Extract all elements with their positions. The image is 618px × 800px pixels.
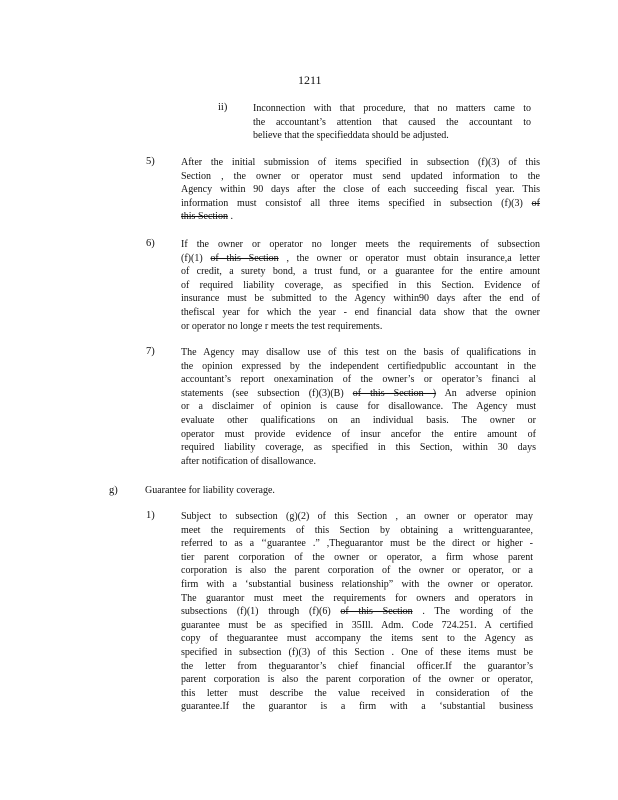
text-line: believe that the specifieddata should be adjusted. xyxy=(253,130,449,142)
page-number: 1211 xyxy=(298,73,322,87)
item-1-label: 1) xyxy=(146,510,155,521)
item-5-label: 5) xyxy=(146,156,155,167)
struck-text: of this Section xyxy=(210,252,279,264)
text-run: statements (see subsection (f)(3)(B) xyxy=(181,387,344,399)
text-line: the letter from theguarantor’s chief financial officer.If the guarantor’s xyxy=(181,660,533,672)
text-line: tier parent corporation of the owner or operator, a firm whose parent xyxy=(181,551,533,563)
item-7-text xyxy=(181,346,536,468)
struck-text: of this Section xyxy=(340,606,413,618)
text-line: Subject to subsection (g)(2) of this Section , an owner or operator may xyxy=(181,511,533,522)
struck-text: of this Section ) xyxy=(352,387,437,399)
text-run: subsections (f)(1) through (f)(6) xyxy=(181,606,331,618)
text-line: thefiscal year for which the year - end financial data show that the owner xyxy=(181,306,540,318)
text-line xyxy=(181,252,540,266)
text-line: Section , the owner or operator must send updated information to the xyxy=(181,170,540,182)
text-line: the opinion expressed by the independent certifiedpublic accountant in the xyxy=(181,360,536,372)
text-run: . The wording of the xyxy=(422,606,534,618)
text-line: copy of theguarantee must accompany the items sent to the Agency as xyxy=(181,633,533,645)
text-line: After the initial submission of items specified in subsection (f)(3) of this xyxy=(181,157,540,168)
text-line: guarantee must be as specified in 35Ill. Adm. Code 724.251. A certified xyxy=(181,619,533,631)
text-line xyxy=(181,197,540,211)
text-line: meet the requirements of this Section by obtaining a writtenguarantee, xyxy=(181,524,533,536)
text-line: this letter must describe the value received in consideration of the xyxy=(181,687,533,699)
sub-item-ii-text xyxy=(253,102,531,143)
section-g-title: Guarantee for liability coverage. xyxy=(145,485,275,496)
item-5-text xyxy=(181,156,540,224)
item-7-label: 7) xyxy=(146,346,155,357)
item-6-text xyxy=(181,238,540,333)
text-run: information must consistof all three items specified in subsection (f)(3) xyxy=(181,197,523,209)
text-run: , the owner or operator must obtain insurance,a letter xyxy=(286,252,541,264)
text-line: specified in subsection (f)(3) of this Section . One of these items must be xyxy=(181,646,533,658)
text-run: An adverse opinion xyxy=(444,387,536,399)
text-line: The Agency may disallow use of this test on the basis of qualifications in xyxy=(181,347,536,358)
item-6-label: 6) xyxy=(146,238,155,249)
text-line: accountant’s report onexamination of the owner’s or operator’s financi al xyxy=(181,374,536,386)
text-line xyxy=(181,210,540,224)
text-line: corporation is also the parent corporation of the owner or operator, or a xyxy=(181,565,533,577)
text-line: guarantee.If the guarantor is a firm with a ‘substantial business xyxy=(181,701,533,713)
item-1-text xyxy=(181,510,533,714)
text-line: or operator no longe r meets the test requirements. xyxy=(181,320,383,332)
text-line: evaluate other qualifications on an individual basis. The owner or xyxy=(181,414,536,426)
text-run: . xyxy=(230,211,233,223)
text-line: firm with a ‘substantial business relationship” with the owner or operator. xyxy=(181,578,533,590)
text-line: Inconnection with that procedure, that no matters came to xyxy=(253,103,531,114)
text-line: Agency within 90 days after the close of each succeeding fiscal year. This xyxy=(181,184,540,196)
struck-text: this Section xyxy=(181,211,228,223)
text-run: (f)(1) xyxy=(181,252,203,264)
text-line: operator must provide evidence of insur ancefor the entire amount of xyxy=(181,428,536,440)
text-line: of credit, a surety bond, a trust fund, or a guarantee for the entire amount xyxy=(181,266,540,278)
text-line: insurance must be submitted to the Agency within90 days after the end of xyxy=(181,293,540,305)
text-line xyxy=(181,605,533,619)
text-line: required liability coverage, as specified in this Section, within 30 days xyxy=(181,442,536,454)
struck-text: of xyxy=(531,197,541,209)
section-g-label: g) xyxy=(109,485,118,496)
text-line: the accountant’s attention that caused the accountant to xyxy=(253,116,531,128)
text-line: of required liability coverage, as specified in this Section. Evidence of xyxy=(181,279,540,291)
text-line: If the owner or operator no longer meets the requirements of subsection xyxy=(181,239,540,250)
text-line: The guarantor must meet the requirements for owners and operators in xyxy=(181,592,533,604)
sub-item-ii-label: ii) xyxy=(218,102,228,113)
text-line: referred to as a ‘‘guarantee .” ,Theguarantor must be the direct or higher - xyxy=(181,538,533,550)
text-line: or a disclaimer of opinion is cause for disallowance. The Agency must xyxy=(181,401,536,413)
text-line: parent corporation is also the parent corporation of the owner or operator, xyxy=(181,674,533,686)
text-line: after notification of disallowance. xyxy=(181,455,316,467)
text-line xyxy=(181,387,536,401)
